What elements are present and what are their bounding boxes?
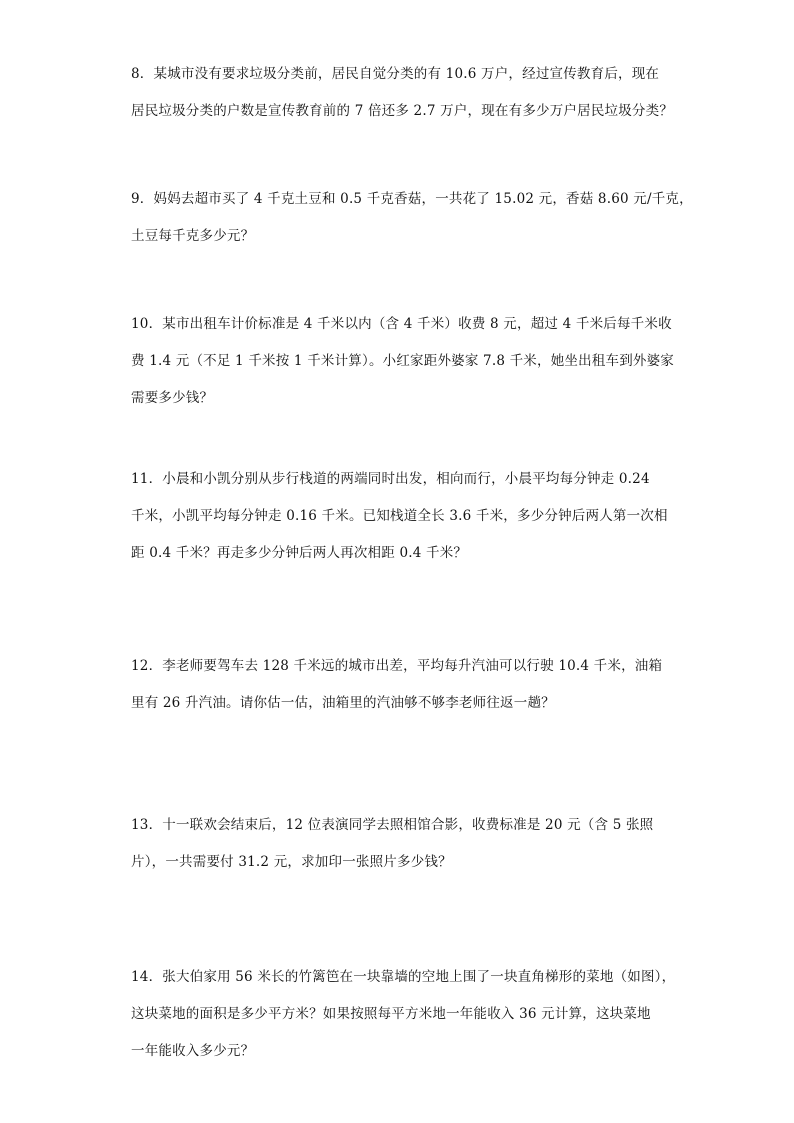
problem-8 [131, 64, 674, 121]
problem-10-line-2: 费 1.4 元（不足 1 千米按 1 千米计算）。小红家距外婆家 7.8 千米，她坐出租车到外婆家 [131, 353, 674, 369]
problem-11 [131, 469, 671, 563]
problem-11-line-3: 距 0.4 千米？再走多少分钟后两人再次相距 0.4 千米？ [131, 545, 468, 561]
problem-12 [131, 656, 671, 713]
problem-14-line-1: 14．张大伯家用 56 米长的竹篱笆在一块靠墙的空地上围了一块直角梯形的菜地（如图）， [131, 969, 676, 985]
problem-14-line-2: 这块菜地的面积是多少平方米？如果按照每平方米地一年能收入 36 元计算，这块菜地 [131, 1006, 651, 1022]
problem-9-line-1: 9．妈妈去超市买了 4 千克土豆和 0.5 千克香菇，一共花了 15.02 元，香菇 8.60 元/千克， [131, 191, 693, 207]
problem-9 [131, 189, 693, 246]
problem-8-line-2: 居民垃圾分类的户数是宣传教育前的 7 倍还多 2.7 万户，现在有多少万户居民垃圾分类？ [131, 103, 674, 119]
problem-13-line-1: 13．十一联欢会结束后，12 位表演同学去照相馆合影，收费标准是 20 元（含 5 张照 [131, 817, 654, 833]
problem-10-line-3: 需要多少钱？ [131, 390, 214, 406]
problem-13-line-2: 片），一共需要付 31.2 元，求加印一张照片多少钱？ [131, 854, 452, 870]
problem-12-line-1: 12．李老师要驾车去 128 千米远的城市出差，平均每升汽油可以行驶 10.4 千米，油箱 [131, 658, 663, 674]
problem-8-line-1: 8．某城市没有要求垃圾分类前，居民自觉分类的有 10.6 万户，经过宣传教育后，现在 [131, 66, 660, 82]
problem-10-line-1: 10．某市出租车计价标准是 4 千米以内（含 4 千米）收费 8 元，超过 4 千米后每千米收 [131, 316, 672, 332]
problem-14 [131, 967, 676, 1061]
problem-11-line-1: 11．小晨和小凯分别从步行栈道的两端同时出发，相向而行，小晨平均每分钟走 0.24 [131, 471, 650, 487]
problem-9-line-2: 土豆每千克多少元？ [131, 228, 255, 244]
problem-13 [131, 815, 671, 872]
problem-14-line-3: 一年能收入多少元？ [131, 1043, 255, 1059]
problem-11-line-2: 千米，小凯平均每分钟走 0.16 千米。已知栈道全长 3.6 千米，多少分钟后两人第一次相 [131, 508, 668, 524]
problem-10 [131, 314, 674, 408]
problem-12-line-2: 里有 26 升汽油。请你估一估，油箱里的汽油够不够李老师往返一趟？ [131, 695, 555, 711]
